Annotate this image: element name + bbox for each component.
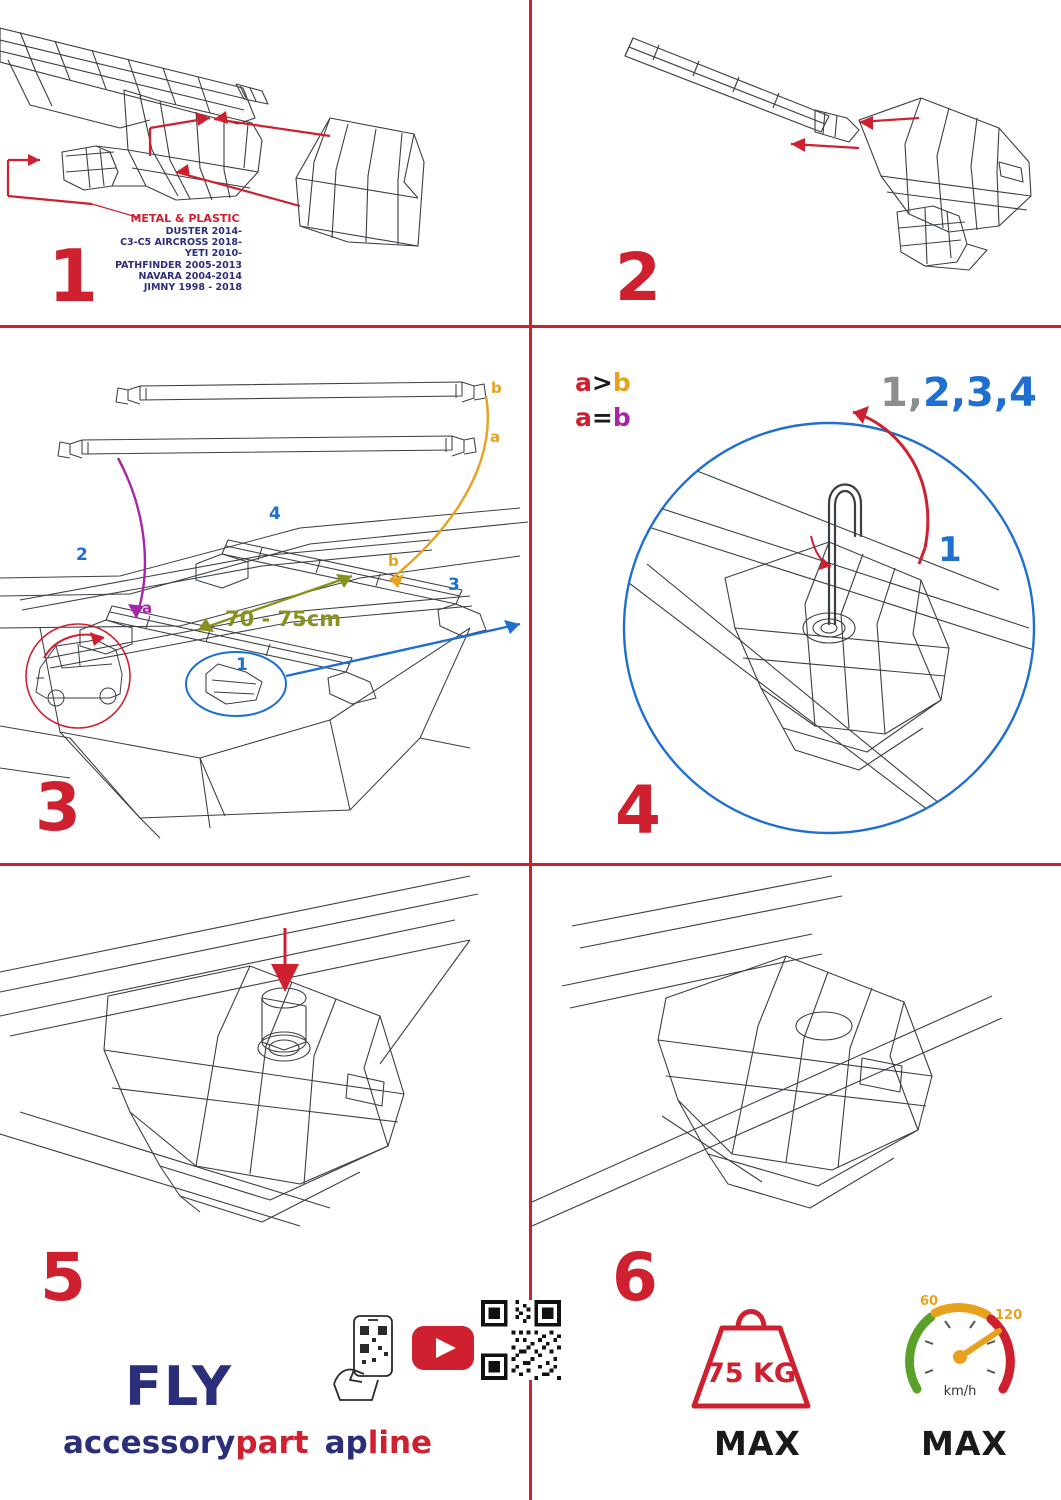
weight-max-label: MAX <box>714 1424 801 1463</box>
compare-a: a <box>575 403 592 432</box>
speed-max-label: MAX <box>921 1424 1008 1463</box>
youtube-icon[interactable] <box>412 1326 474 1370</box>
material-note: METAL & PLASTIC <box>130 212 240 225</box>
vehicle-item: DUSTER 2014- <box>165 226 242 237</box>
marker-3: 3 <box>448 575 460 595</box>
brand-line: line <box>367 1425 433 1461</box>
step-number-5: 5 <box>40 1239 84 1316</box>
panel-3-illustration <box>0 328 529 863</box>
step-number-1: 1 <box>48 234 97 318</box>
compare-b: b <box>612 403 631 432</box>
marker-1: 1 <box>236 655 248 675</box>
bar-distance-label: 70 - 75cm <box>225 607 342 631</box>
weight-value-text: 75 KG <box>705 1358 797 1389</box>
compare-op: = <box>591 403 613 432</box>
brand-part: part <box>235 1425 309 1461</box>
bar-label-a-mid: a <box>142 599 153 617</box>
vehicle-item: C3-C5 AIRCROSS 2018- <box>120 237 242 249</box>
vehicle-item: JIMNY 1998 - 2018 <box>143 282 242 294</box>
speed-min-tick: 60 <box>920 1294 939 1309</box>
step-number-3: 3 <box>35 769 79 846</box>
compare-b: b <box>612 368 631 397</box>
vehicle-item: YETI 2010- <box>184 248 242 260</box>
speed-unit-text: km/h <box>943 1384 977 1399</box>
step4-callout: 1 <box>938 530 962 570</box>
vehicle-item: PATHFINDER 2005-2013 <box>115 259 242 271</box>
step4-sequence <box>880 370 1037 416</box>
sequence-rest: 2,3,4 <box>923 370 1037 416</box>
marker-2: 2 <box>76 545 88 565</box>
phone-scan-icon <box>328 1310 402 1406</box>
bar-label-a-top: a <box>490 428 501 446</box>
bar-label-b-mid: b <box>388 552 399 570</box>
panel-6-illustration <box>532 866 1061 1266</box>
fly-wordmark: FLY <box>125 1355 233 1418</box>
brand-accessory: accessory <box>63 1425 236 1461</box>
compare-op: > <box>591 368 613 397</box>
speed-max-tick: 120 <box>995 1308 1023 1323</box>
compare-a: a <box>575 368 592 397</box>
panel-5-illustration <box>0 866 529 1266</box>
panel-2-illustration <box>529 0 1061 325</box>
step-number-6: 6 <box>612 1239 656 1316</box>
marker-4: 4 <box>269 504 281 524</box>
qr-code-icon[interactable] <box>481 1300 561 1380</box>
brand-wordmark <box>63 1425 432 1461</box>
speed-limit-icon <box>895 1285 1025 1415</box>
bar-label-b-top: b <box>491 379 502 397</box>
brand-ap: ap <box>324 1425 368 1461</box>
vehicle-item: NAVARA 2004-2014 <box>138 270 242 282</box>
step-number-4: 4 <box>615 772 659 849</box>
sequence-first: 1, <box>880 370 924 416</box>
step-number-2: 2 <box>615 239 659 316</box>
weight-limit-icon <box>682 1292 820 1417</box>
